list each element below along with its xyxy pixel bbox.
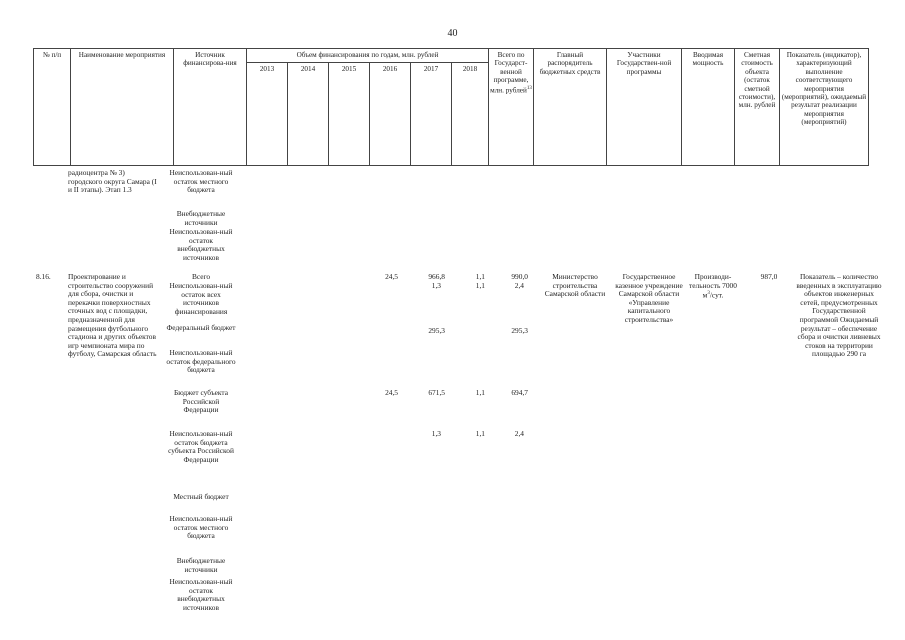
header-manager: Главный распорядитель бюджетных средств (534, 49, 607, 166)
row-total-2017: 966,8 (428, 272, 445, 281)
header-total-sup: 13 (526, 85, 532, 91)
source-local: Местный бюджет (173, 492, 229, 501)
item-capacity (688, 273, 738, 300)
capacity-sup: 3 (707, 291, 710, 297)
row-unused-sum: 2,4 (514, 281, 524, 290)
item-name: Проектирование и строительство сооружений для сбора, очистки и перекачки поверхностных сточных вод с площадки, предназначенной для размещения футбольного стадиона и других объектов игр чемпионата мира по футболу, Самарская область (68, 272, 157, 359)
source-unused-local: Неиспользован-ный остаток местного бюджета (169, 514, 233, 541)
item-cost: 987,0 (760, 272, 778, 281)
header-name: Наименование мероприятия (71, 49, 174, 166)
row-regional-2016: 24,5 (385, 388, 398, 397)
source-regional: Бюджет субъекта Российской Федерации (173, 388, 229, 415)
source-total: Всего (191, 272, 211, 281)
header-year-2014: 2014 (288, 63, 329, 166)
source-unused-regional: Неиспользован-ный остаток бюджета субъекта Российской Федерации (168, 429, 234, 464)
header-capacity: Вводимая мощность (682, 49, 735, 166)
capacity-text: Производи-тельность 7000 м (689, 272, 737, 300)
prev-source-2: Внебюджетные источники (176, 209, 226, 227)
header-year-2016: 2016 (370, 63, 411, 166)
source-federal: Федеральный бюджет (166, 323, 236, 332)
source-unused-extrabudget: Неиспользован-ный остаток внебюджетных источников (169, 577, 233, 612)
row-unused-regional-2017: 1,3 (431, 429, 441, 438)
item-indicator: Показатель – количество введенных в эксплуатацию объектов инженерных сетей, предусмотренных Государственной программой Ожидаемый результат – обеспечение сбора и очистки ливневых стоков на территории площадью 290 га (796, 272, 882, 359)
header-source: Источник финансирова-ния (174, 49, 247, 166)
item-participants: Государственное казенное учреждение Самарской области «Управление капитального строительства» (615, 272, 683, 324)
row-unused-regional-sum: 2,4 (514, 429, 524, 438)
table-header (33, 48, 869, 166)
capacity-unit: /сут. (709, 290, 724, 300)
header-indicator: Показатель (индикатор), характеризующий выполнение соответствующего мероприятия (мероприятий), ожидаемый результат реализации мероприятия (мероприятий) (780, 49, 869, 166)
source-unused-federal: Неиспользован-ный остаток федерального бюджета (166, 348, 236, 375)
item-manager: Министерство строительства Самарской области (544, 272, 606, 299)
row-regional-2018: 1,1 (475, 388, 485, 397)
prev-source-3: Неиспользован-ный остаток внебюджетных источников (169, 227, 233, 262)
source-extrabudget: Внебюджетные источники (176, 556, 226, 574)
row-unused-2017: 1,3 (431, 281, 441, 290)
header-num: № п/п (34, 49, 71, 166)
item-num: 8.16. (36, 272, 51, 281)
header-total (489, 49, 534, 166)
prev-item-name: радиоцентра № 3) городского округа Самара (I и II этапы). Этап 1.3 (68, 168, 157, 195)
row-total-2016: 24,5 (385, 272, 398, 281)
prev-source-1: Неиспользован-ный остаток местного бюджета (169, 168, 233, 195)
source-unused-all: Неиспользован-ный остаток всех источников финансирования (169, 281, 233, 316)
row-total-2018: 1,1 (475, 272, 485, 281)
row-federal-sum: 295,3 (511, 326, 528, 335)
row-regional-sum: 694,7 (511, 388, 528, 397)
header-year-2017: 2017 (411, 63, 452, 166)
row-total-sum: 990,0 (511, 272, 528, 281)
header-cost: Сметная стоимость объекта (остаток сметной стоимости), млн. рублей (735, 49, 780, 166)
row-regional-2017: 671,5 (428, 388, 445, 397)
header-year-2015: 2015 (329, 63, 370, 166)
header-volumes: Объем финансирования по годам, млн. рублей (247, 49, 489, 63)
header-year-2013: 2013 (247, 63, 288, 166)
page-number: 40 (447, 28, 458, 39)
header-participants: Участники Государствен-ной программы (607, 49, 682, 166)
row-federal-2017: 295,3 (428, 326, 445, 335)
row-unused-2018: 1,1 (475, 281, 485, 290)
row-unused-regional-2018: 1,1 (475, 429, 485, 438)
header-total-text: Всего по Государст-венной программе, млн. рублей (490, 51, 529, 95)
header-year-2018: 2018 (452, 63, 489, 166)
